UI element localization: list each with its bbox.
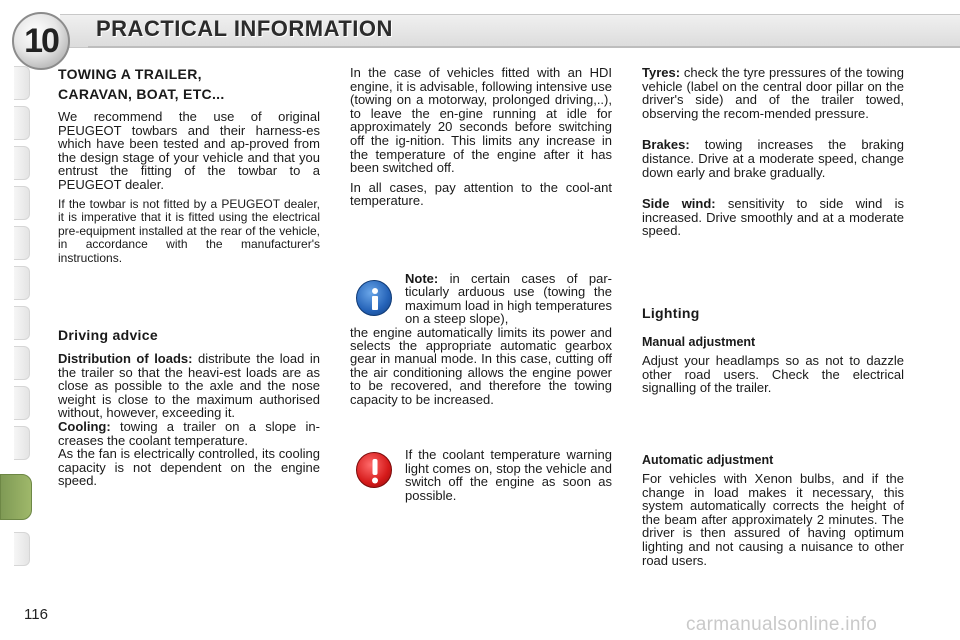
- header-rule: [88, 46, 960, 48]
- side-tab-strip: [0, 66, 34, 576]
- side-tab[interactable]: [14, 66, 30, 100]
- side-tab[interactable]: [14, 266, 30, 300]
- side-tab[interactable]: [14, 346, 30, 380]
- side-tab[interactable]: [14, 146, 30, 180]
- note-label: Note:: [405, 271, 439, 286]
- warning-box: [350, 448, 612, 502]
- fan-paragraph: As the fan is electrically controlled, its cooling capacity is not dependent on the engine speed.: [58, 446, 320, 489]
- tyres-text: check the tyre pressures of the towing vehicle (label on the central door pillar on the driver's side) and of the trailer towed, observing the recom-mended pressure.: [642, 65, 904, 121]
- distribution-label: Distribution of loads:: [58, 351, 193, 366]
- tyres-paragraph: [642, 66, 904, 120]
- brakes-text: towing increases the braking distance. Drive at a moderate speed, change down early and brake gradually.: [642, 137, 904, 180]
- driving-advice-heading: Driving advice: [58, 327, 158, 343]
- side-tab-active[interactable]: [0, 474, 32, 520]
- side-tab[interactable]: [14, 306, 30, 340]
- automatic-adjustment-section: [642, 452, 904, 567]
- automatic-adjustment-text: For vehicles with Xenon bulbs, and if the change in load makes it necessary, this system automatically corrects the height of the beam after approximately 2 minutes. The driver is then assured of having optimum lighting and not causing a nuisance to other road users.: [642, 471, 904, 568]
- towing-heading: TOWING A TRAILER, CARAVAN, BOAT, ETC...: [58, 66, 225, 102]
- side-wind-label: Side wind:: [642, 196, 716, 212]
- hdi-paragraph: In the case of vehicles fitted with an HDI engine, it is advisable, following intensive use (towing on a motorway, prolonged driving,..), to leave the en-gine running at idle for approximately 20 seconds before switching off the ig-nition. This limits any increase in the temperature of the engine after it has been switched off.: [350, 65, 612, 176]
- side-wind-text: sensitivity to side wind is increased. Drive smoothly and at a moderate speed.: [642, 196, 904, 239]
- chapter-title: PRACTICAL INFORMATION: [96, 16, 393, 41]
- cooling-paragraph: [58, 420, 320, 447]
- automatic-adjustment-heading: Automatic adjustment: [642, 453, 774, 467]
- chapter-number: 10: [24, 21, 58, 60]
- towing-paragraph-2: If the towbar is not fitted by a PEUGEOT dealer, it is imperative that it is fitted using the electrical pre-equipment installed at the rear of the vehicle, in accordance with the manufacturer's instructions.: [58, 196, 320, 265]
- manual-adjustment-heading: Manual adjustment: [642, 335, 756, 349]
- driving-advice-section: [58, 326, 320, 488]
- side-tab[interactable]: [14, 186, 30, 220]
- brakes-paragraph: [642, 138, 904, 179]
- distribution-text: distribute the load in the trailer so that the heavi-est loads are as close as possible to the axle and the nose weight is close to the maximum authorised without, however, exceeding it.: [58, 351, 320, 421]
- warning-text: If the coolant temperature warning light comes on, stop the vehicle and switch off the engine as soon as possible.: [405, 447, 612, 503]
- tyres-label: Tyres:: [642, 65, 681, 80]
- note-rest: the engine automatically limits its power and selects the appropriate automatic gearbox gear in manual mode. In this case, cutting off the air conditioning allows the engine power to be recovered, and therefore the towing capacity to be increased.: [350, 324, 612, 407]
- page-header: [0, 0, 960, 60]
- distribution-paragraph: [58, 352, 320, 420]
- note-intro: [350, 272, 612, 326]
- side-tab[interactable]: [14, 386, 30, 420]
- note-box: [350, 272, 612, 406]
- side-tab[interactable]: [14, 226, 30, 260]
- lighting-heading: Lighting: [642, 305, 700, 321]
- manual-adjustment-text: Adjust your headlamps so as not to dazzle other road users. Check the electrical signalling of the trailer.: [642, 353, 904, 396]
- cooling-label: Cooling:: [58, 418, 111, 434]
- side-tab[interactable]: [14, 532, 30, 566]
- tyres-brakes-section: [642, 66, 904, 244]
- side-tab[interactable]: [14, 426, 30, 460]
- note-intro-text: in certain cases of par-ticularly arduous use (towing the maximum load in high temperatures on a steep slope),: [405, 271, 612, 327]
- page-number: 116: [24, 606, 48, 623]
- towing-paragraph-1: We recommend the use of original PEUGEOT towbars and their harness-es which have been tested and ap-proved from the design stage of your vehicle and that you entrust the fitting of the towbar to a PEUGEOT dealer.: [58, 109, 320, 192]
- lighting-section: [642, 304, 904, 395]
- cooling-text: towing a trailer on a slope in-creases the coolant temperature.: [58, 418, 320, 448]
- chapter-badge: [12, 12, 70, 70]
- brakes-label: Brakes:: [642, 137, 690, 153]
- hdi-section: [350, 66, 612, 214]
- side-wind-paragraph: [642, 197, 904, 238]
- coolant-paragraph: In all cases, pay attention to the cool-ant temperature.: [350, 179, 612, 209]
- watermark: carmanualsonline.info: [686, 614, 878, 635]
- towing-section: [58, 64, 320, 272]
- side-tab[interactable]: [14, 106, 30, 140]
